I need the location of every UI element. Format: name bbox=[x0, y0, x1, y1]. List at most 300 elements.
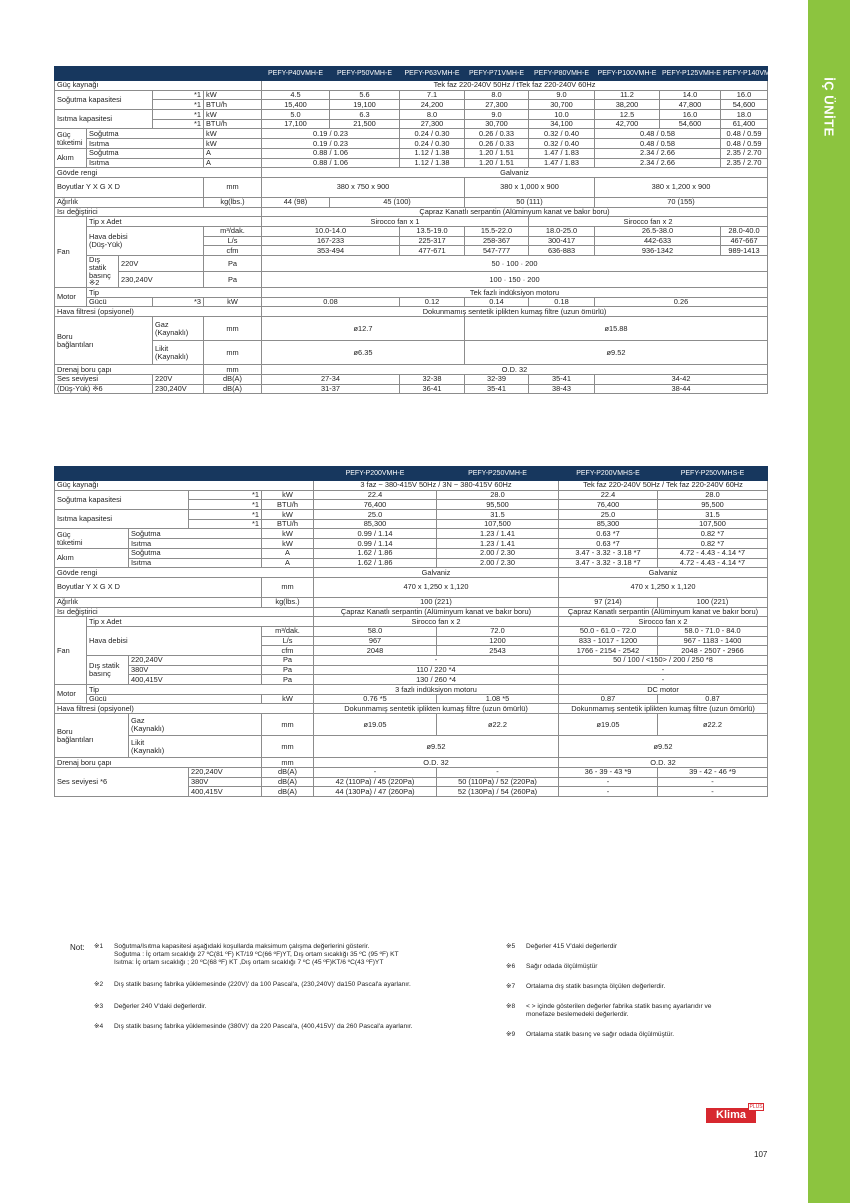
unit: Pa bbox=[204, 256, 262, 272]
sound-row-1 bbox=[55, 767, 768, 777]
cell-value: 52 (130Pa) / 54 (260Pa) bbox=[437, 787, 559, 797]
cell-value: 1.23 / 1.41 bbox=[437, 529, 559, 539]
page-number: 107 bbox=[754, 1150, 768, 1159]
note-mark: ※6 bbox=[506, 963, 516, 970]
row-label-line: Boru bbox=[57, 726, 73, 736]
fan-airflow-m3-row bbox=[55, 226, 768, 236]
row-label: Ses seviyesi bbox=[55, 374, 153, 384]
heating-capacity-row bbox=[55, 510, 768, 520]
cell-value: 3 fazlı indüksiyon motoru bbox=[314, 685, 559, 695]
unit: A bbox=[204, 158, 262, 168]
unit: Pa bbox=[262, 675, 314, 685]
cell-value: 100 (221) bbox=[658, 597, 768, 607]
section-label-text: İÇ ÜNİTE bbox=[821, 77, 837, 137]
sub-label-line: (Kaynaklı) bbox=[155, 351, 189, 361]
casing-row bbox=[55, 168, 768, 178]
sub-label: Isıtma bbox=[129, 539, 262, 549]
cell-value: 24,200 bbox=[400, 100, 465, 110]
cell-value: Tek fazlı indüksiyon motoru bbox=[262, 288, 768, 298]
cell-value: 2048 bbox=[314, 646, 437, 656]
cell-value: 3.47 - 3.32 - 3.18 *7 bbox=[559, 548, 658, 558]
cell-value: 1.08 *5 bbox=[437, 694, 559, 704]
cell-value: 50 · 100 · 200 bbox=[262, 256, 768, 272]
row-label: Akım bbox=[55, 548, 129, 567]
cell-value: 58.0 - 71.0 - 84.0 bbox=[658, 626, 768, 636]
cell-value: 27,300 bbox=[465, 100, 529, 110]
unit: kW bbox=[204, 110, 262, 120]
row-label bbox=[55, 129, 87, 148]
row-label bbox=[55, 317, 153, 365]
cell-value: 45 (100) bbox=[330, 197, 465, 207]
model-name: PEFY-P40VMH-E bbox=[262, 67, 330, 81]
note-mark: ※3 bbox=[94, 1003, 104, 1010]
cell-value: 547-777 bbox=[465, 246, 529, 256]
cell-value: 6.3 bbox=[330, 110, 400, 120]
cell-value: 25.0 bbox=[559, 510, 658, 520]
cell-value: 36 - 39 - 43 *9 bbox=[559, 767, 658, 777]
cell-value: 76,400 bbox=[559, 500, 658, 510]
unit: mm bbox=[262, 714, 314, 736]
sub-label: Soğutma bbox=[87, 148, 204, 158]
voltage-label: 380V bbox=[129, 665, 262, 675]
sound-row-2 bbox=[55, 384, 768, 394]
unit: kW bbox=[204, 90, 262, 100]
cell-value: 95,500 bbox=[658, 500, 768, 510]
unit: kg(lbs.) bbox=[262, 597, 314, 607]
cell-value: 47,800 bbox=[660, 100, 721, 110]
row-label: Güç kaynağı bbox=[55, 81, 262, 91]
cell-value: 1.12 / 1.38 bbox=[400, 148, 465, 158]
cell-value: Galvaniz bbox=[559, 568, 768, 578]
row-label: Isıtma kapasitesi bbox=[55, 510, 189, 529]
cell-value: 2.34 / 2.66 bbox=[595, 148, 721, 158]
cell-value: ø12.7 bbox=[262, 317, 465, 341]
unit: cfm bbox=[262, 646, 314, 656]
power-source-row bbox=[55, 481, 768, 491]
voltage-label: 400,415V bbox=[129, 675, 262, 685]
row-label-line: tüketimi bbox=[57, 137, 83, 147]
casing-row bbox=[55, 568, 768, 578]
unit: kW bbox=[262, 490, 314, 500]
cell-value: - bbox=[314, 767, 437, 777]
note-mark: ※2 bbox=[94, 981, 104, 988]
dimensions-row bbox=[55, 577, 768, 597]
cell-value: 100 (221) bbox=[314, 597, 559, 607]
cell-value: 35-41 bbox=[529, 374, 595, 384]
cell-value: 2.00 / 2.30 bbox=[437, 548, 559, 558]
note-mark: *1 bbox=[153, 90, 204, 100]
cell-value: 0.99 / 1.14 bbox=[314, 529, 437, 539]
cell-value: 18.0-25.0 bbox=[529, 226, 595, 236]
cell-value: 9.0 bbox=[529, 90, 595, 100]
cell-value: 97 (214) bbox=[559, 597, 658, 607]
cooling-capacity-row bbox=[55, 90, 768, 100]
cell-value: 39 - 42 - 46 *9 bbox=[658, 767, 768, 777]
sub-label-line: (Kaynaklı) bbox=[131, 723, 165, 733]
cell-value: ø19.05 bbox=[314, 714, 437, 736]
cell-value: 85,300 bbox=[314, 519, 437, 529]
voltage-label: 380V bbox=[189, 777, 262, 787]
cell-value: 17,100 bbox=[262, 119, 330, 129]
row-label: Fan bbox=[55, 617, 87, 685]
unit: m³/dak. bbox=[262, 626, 314, 636]
row-label: Gövde rengi bbox=[55, 168, 262, 178]
cell-value: 636-883 bbox=[529, 246, 595, 256]
unit: dB(A) bbox=[262, 787, 314, 797]
cell-value: 0.26 / 0.33 bbox=[465, 139, 529, 149]
cell-value: 12.5 bbox=[595, 110, 660, 120]
cell-value: 936-1342 bbox=[595, 246, 721, 256]
cell-value: 2048 - 2507 - 2966 bbox=[658, 646, 768, 656]
cell-value: 0.26 bbox=[595, 297, 768, 307]
voltage-label: 220V bbox=[119, 256, 204, 272]
note-text: Dış statik basınç fabrika yüklemesinde (220V)' da 100 Pascal'a, (230,240V)' da150 Pascal'a ayarlanır. bbox=[114, 981, 411, 988]
cell-value: 967 bbox=[314, 636, 437, 646]
sub-label: Isıtma bbox=[87, 158, 204, 168]
cell-value: 10.0-14.0 bbox=[262, 226, 400, 236]
cell-value: 989-1413 bbox=[721, 246, 768, 256]
cell-value: 32-39 bbox=[465, 374, 529, 384]
note-text bbox=[114, 943, 399, 968]
cell-value: 38-43 bbox=[529, 384, 595, 394]
row-label: Ağırlık bbox=[55, 597, 262, 607]
cell-value: 0.82 *7 bbox=[658, 539, 768, 549]
cooling-capacity-btu-row bbox=[55, 100, 768, 110]
sub-label-line: (Düş-Yük) bbox=[89, 239, 123, 249]
row-label-line: Boru bbox=[57, 331, 73, 341]
logo-tag: PLUS bbox=[749, 1104, 763, 1110]
unit: BTU/h bbox=[204, 100, 262, 110]
cell-value: 15.5-22.0 bbox=[465, 226, 529, 236]
note-mark: ※5 bbox=[506, 943, 516, 950]
cell-value: O.D. 32 bbox=[262, 365, 768, 375]
heat-exchanger-row bbox=[55, 607, 768, 617]
cell-value: 8.0 bbox=[465, 90, 529, 100]
unit: kg(lbs.) bbox=[204, 197, 262, 207]
cell-value: 1.23 / 1.41 bbox=[437, 539, 559, 549]
sub-label-line: Dış statik bbox=[89, 255, 107, 272]
sub-label bbox=[129, 714, 262, 736]
cell-value: - bbox=[559, 787, 658, 797]
cell-value: 16.0 bbox=[660, 110, 721, 120]
sub-label bbox=[87, 256, 119, 288]
note-text: Dış statik basınç fabrika yüklemesinde (380V)' da 220 Pascal'a, (400,415V)' da 260 Pascal'a ayarlanır. bbox=[114, 1023, 413, 1030]
sub-label bbox=[153, 341, 204, 365]
unit: L/s bbox=[204, 236, 262, 246]
cell-value: 31.5 bbox=[437, 510, 559, 520]
cell-value: 95,500 bbox=[437, 500, 559, 510]
cell-value: Tek faz 220-240V 50Hz / Tek faz 220-240V 60Hz bbox=[559, 481, 768, 491]
cell-value: Galvaniz bbox=[314, 568, 559, 578]
voltage-label: 220V bbox=[153, 374, 204, 384]
row-label: Isıtma kapasitesi bbox=[55, 110, 153, 129]
note-mark: *1 bbox=[189, 510, 262, 520]
pipe-gas-row bbox=[55, 317, 768, 341]
unit: dB(A) bbox=[262, 767, 314, 777]
sub-label: Isıtma bbox=[87, 139, 204, 149]
sub-label bbox=[153, 317, 204, 341]
cell-value: 0.48 / 0.58 bbox=[595, 129, 721, 139]
model-name: PEFY-P50VMH-E bbox=[330, 67, 400, 81]
cell-value: Dokunmamış sentetik iplikten kumaş filtre (uzun ömürlü) bbox=[262, 307, 768, 317]
row-label bbox=[55, 529, 129, 548]
cell-value: 19,100 bbox=[330, 100, 400, 110]
filter-row bbox=[55, 704, 768, 714]
unit: A bbox=[262, 548, 314, 558]
cell-value: 380 x 1,200 x 900 bbox=[595, 177, 768, 197]
cell-value: - bbox=[314, 656, 559, 666]
cell-value: 44 (130Pa) / 47 (260Pa) bbox=[314, 787, 437, 797]
unit: BTU/h bbox=[262, 500, 314, 510]
unit: dB(A) bbox=[262, 777, 314, 787]
cell-value: 0.87 bbox=[658, 694, 768, 704]
model-name: PEFY-P125VMH-E bbox=[660, 67, 721, 81]
cell-value: 44 (98) bbox=[262, 197, 330, 207]
sub-label-line: Gaz bbox=[155, 319, 169, 329]
cell-value: 0.88 / 1.06 bbox=[262, 148, 400, 158]
fan-airflow-m3-row bbox=[55, 626, 768, 636]
note-line: < > içinde gösterilen değerler fabrika statik basınç ayarlarıdır ve bbox=[526, 1003, 712, 1010]
cell-value: 1.20 / 1.51 bbox=[465, 158, 529, 168]
heat-exchanger-row bbox=[55, 207, 768, 217]
cell-value: ø22.2 bbox=[658, 714, 768, 736]
power-input-heating-row bbox=[55, 139, 768, 149]
cell-value: 2.34 / 2.66 bbox=[595, 158, 721, 168]
fan-esp-row-2 bbox=[55, 272, 768, 288]
motor-type-row bbox=[55, 288, 768, 298]
unit: kW bbox=[262, 694, 314, 704]
cell-value: 2.35 / 2.70 bbox=[721, 148, 768, 158]
cell-value: 58.0 bbox=[314, 626, 437, 636]
cell-value: 34,100 bbox=[529, 119, 595, 129]
cell-value: 258-367 bbox=[465, 236, 529, 246]
cell-value: 107,500 bbox=[437, 519, 559, 529]
row-label-line: tüketimi bbox=[57, 537, 83, 547]
sub-label-line: Likit bbox=[131, 737, 145, 747]
cell-value: 4.72 - 4.43 - 4.14 *7 bbox=[658, 558, 768, 568]
note-mark: ※7 bbox=[506, 983, 516, 990]
pipe-liquid-row bbox=[55, 736, 768, 758]
pipe-gas-row bbox=[55, 714, 768, 736]
cell-value: 110 / 220 *4 bbox=[314, 665, 559, 675]
heating-capacity-btu-row bbox=[55, 119, 768, 129]
cell-value: 0.19 / 0.23 bbox=[262, 129, 400, 139]
cell-value: 3.47 - 3.32 - 3.18 *7 bbox=[559, 558, 658, 568]
cell-value: 31.5 bbox=[658, 510, 768, 520]
filter-row bbox=[55, 307, 768, 317]
cell-value: 470 x 1,250 x 1,120 bbox=[314, 577, 559, 597]
cell-value: 5.6 bbox=[330, 90, 400, 100]
sub-label: Tip bbox=[87, 685, 314, 695]
fan-esp-row-1 bbox=[55, 656, 768, 666]
fan-esp-row-1 bbox=[55, 256, 768, 272]
model-header-row bbox=[55, 467, 768, 481]
cell-value: 50 / 100 / <150> / 200 / 250 *8 bbox=[559, 656, 768, 666]
cell-value: 100 · 150 · 200 bbox=[262, 272, 768, 288]
cell-value: 15,400 bbox=[262, 100, 330, 110]
voltage-label: 220,240V bbox=[189, 767, 262, 777]
cell-value: - bbox=[658, 777, 768, 787]
sub-label-line: (Kaynaklı) bbox=[131, 745, 165, 755]
cell-value: 38,200 bbox=[595, 100, 660, 110]
row-label-line: bağlantıları bbox=[57, 339, 94, 349]
cell-value: 442-633 bbox=[595, 236, 721, 246]
cell-value: 42 (110Pa) / 45 (220Pa) bbox=[314, 777, 437, 787]
note-mark: ※9 bbox=[506, 1031, 516, 1038]
logo-text: Klima bbox=[706, 1108, 756, 1123]
row-label: Boyutlar Y X G X D bbox=[55, 177, 204, 197]
row-label: Fan bbox=[55, 217, 87, 288]
note-text: Sağır odada ölçülmüştür bbox=[526, 963, 598, 970]
cell-value: 967 - 1183 - 1400 bbox=[658, 636, 768, 646]
cell-value: 54,600 bbox=[721, 100, 768, 110]
cell-value: 467-667 bbox=[721, 236, 768, 246]
unit: mm bbox=[204, 317, 262, 341]
sub-label-line: (Kaynaklı) bbox=[155, 327, 189, 337]
heating-capacity-row bbox=[55, 110, 768, 120]
cell-value: 1.47 / 1.83 bbox=[529, 148, 595, 158]
sub-label: Tip bbox=[87, 288, 262, 298]
sub-label: Gücü bbox=[87, 297, 153, 307]
cell-value: 10.0 bbox=[529, 110, 595, 120]
current-heating-row bbox=[55, 158, 768, 168]
cell-value: 36-41 bbox=[400, 384, 465, 394]
sub-label: Soğutma bbox=[129, 529, 262, 539]
cell-value: 35-41 bbox=[465, 384, 529, 394]
unit: kW bbox=[262, 529, 314, 539]
cell-value: 22.4 bbox=[314, 490, 437, 500]
cell-value: 107,500 bbox=[658, 519, 768, 529]
cell-value: 4.5 bbox=[262, 90, 330, 100]
cell-value: ø6.35 bbox=[262, 341, 465, 365]
cell-value: 2.35 / 2.70 bbox=[721, 158, 768, 168]
model-name: PEFY-P250VMHS-E bbox=[658, 467, 768, 481]
cell-value: Sirocco fan x 1 bbox=[262, 217, 529, 227]
pipe-liquid-row bbox=[55, 341, 768, 365]
spec-table-small-models bbox=[54, 66, 782, 394]
cell-value: 380 x 1,000 x 900 bbox=[465, 177, 595, 197]
cell-value: 27-34 bbox=[262, 374, 400, 384]
unit: kW bbox=[204, 297, 262, 307]
power-input-cooling-row bbox=[55, 129, 768, 139]
sub-label: Gücü bbox=[87, 694, 262, 704]
cell-value: 28.0-40.0 bbox=[721, 226, 768, 236]
power-input-cooling-row bbox=[55, 529, 768, 539]
cell-value: 0.19 / 0.23 bbox=[262, 139, 400, 149]
row-label: Drenaj boru çapı bbox=[55, 365, 204, 375]
note-text: Değerler 240 V'daki değerlerdir. bbox=[114, 1003, 207, 1010]
sub-label bbox=[129, 736, 262, 758]
cell-value: Çapraz Kanatlı serpantin (Alüminyum kanat ve bakır boru) bbox=[559, 607, 768, 617]
cell-value: Dokunmamış sentetik iplikten kumaş filtre (uzun ömürlü) bbox=[559, 704, 768, 714]
cell-value: 9.0 bbox=[465, 110, 529, 120]
cell-value: 21,500 bbox=[330, 119, 400, 129]
side-tab-bar bbox=[808, 0, 850, 1203]
unit: Pa bbox=[262, 665, 314, 675]
voltage-label: 400,415V bbox=[189, 787, 262, 797]
sub-label-line: Dış statik bbox=[89, 661, 120, 671]
unit: m³/dak. bbox=[204, 226, 262, 236]
cell-value: 2.00 / 2.30 bbox=[437, 558, 559, 568]
model-name: PEFY-P71VMH-E bbox=[465, 67, 529, 81]
cell-value: 11.2 bbox=[595, 90, 660, 100]
cell-value: 4.72 - 4.43 - 4.14 *7 bbox=[658, 548, 768, 558]
row-label: Isı değiştirici bbox=[55, 207, 262, 217]
row-label: Hava filtresi (opsiyonel) bbox=[55, 704, 314, 714]
note-line: Soğutma/Isıtma kapasitesi aşağıdaki koşullarda maksimum çalışma değerlerini gösterir. bbox=[114, 943, 370, 950]
sub-label bbox=[87, 226, 204, 255]
cell-value: 0.99 / 1.14 bbox=[314, 539, 437, 549]
cell-value: Sirocco fan x 2 bbox=[314, 617, 559, 627]
row-label: Akım bbox=[55, 148, 87, 167]
cell-value: ø22.2 bbox=[437, 714, 559, 736]
dimensions-row bbox=[55, 177, 768, 197]
fan-type-row bbox=[55, 617, 768, 627]
cell-value: - bbox=[559, 675, 768, 685]
current-heating-row bbox=[55, 558, 768, 568]
motor-output-row bbox=[55, 297, 768, 307]
cell-value: 0.63 *7 bbox=[559, 529, 658, 539]
row-label: Gövde rengi bbox=[55, 568, 314, 578]
cell-value: 300-417 bbox=[529, 236, 595, 246]
cell-value: 0.48 / 0.59 bbox=[721, 129, 768, 139]
cell-value: 25.0 bbox=[314, 510, 437, 520]
cell-value: 50 (111) bbox=[465, 197, 595, 207]
note-text bbox=[526, 1003, 711, 1019]
sub-label-line: Gaz bbox=[131, 715, 145, 725]
cell-value: ø9.52 bbox=[559, 736, 768, 758]
cell-value: 16.0 bbox=[721, 90, 768, 100]
note-text: Değerler 415 V'daki değerlerdir bbox=[526, 943, 618, 950]
voltage-label: 230,240V bbox=[119, 272, 204, 288]
cell-value: 0.24 / 0.30 bbox=[400, 139, 465, 149]
cell-value: 1200 bbox=[437, 636, 559, 646]
notes-title: Not: bbox=[70, 943, 85, 952]
current-cooling-row bbox=[55, 548, 768, 558]
model-name: PEFY-P250VMH-E bbox=[437, 467, 559, 481]
cell-value: 0.08 bbox=[262, 297, 400, 307]
cell-value: - bbox=[658, 787, 768, 797]
unit: Pa bbox=[204, 272, 262, 288]
cell-value: 30,700 bbox=[465, 119, 529, 129]
cell-value: 0.48 / 0.58 bbox=[595, 139, 721, 149]
sub-label: Hava debisi bbox=[87, 626, 262, 655]
note-mark: *1 bbox=[153, 110, 204, 120]
sub-label: Tip x Adet bbox=[87, 617, 314, 627]
motor-type-row bbox=[55, 685, 768, 695]
row-label: Ağırlık bbox=[55, 197, 204, 207]
cell-value: 28.0 bbox=[437, 490, 559, 500]
row-label: Motor bbox=[55, 288, 87, 307]
model-name: PEFY-P80VMH-E bbox=[529, 67, 595, 81]
model-name: PEFY-P100VMH-E bbox=[595, 67, 660, 81]
cell-value: 0.14 bbox=[465, 297, 529, 307]
row-label: (Düş-Yük) ※6 bbox=[55, 384, 153, 394]
section-label bbox=[808, 62, 850, 152]
sub-label bbox=[87, 656, 129, 685]
cell-value: ø9.52 bbox=[465, 341, 768, 365]
cell-value: 1.20 / 1.51 bbox=[465, 148, 529, 158]
unit: mm bbox=[204, 177, 262, 197]
power-input-heating-row bbox=[55, 539, 768, 549]
unit: L/s bbox=[262, 636, 314, 646]
brand-logo bbox=[706, 1103, 766, 1123]
unit: kW bbox=[262, 510, 314, 520]
cell-value: 1766 - 2154 - 2542 bbox=[559, 646, 658, 656]
cell-value: 70 (155) bbox=[595, 197, 768, 207]
cell-value: - bbox=[559, 665, 768, 675]
motor-output-row bbox=[55, 694, 768, 704]
